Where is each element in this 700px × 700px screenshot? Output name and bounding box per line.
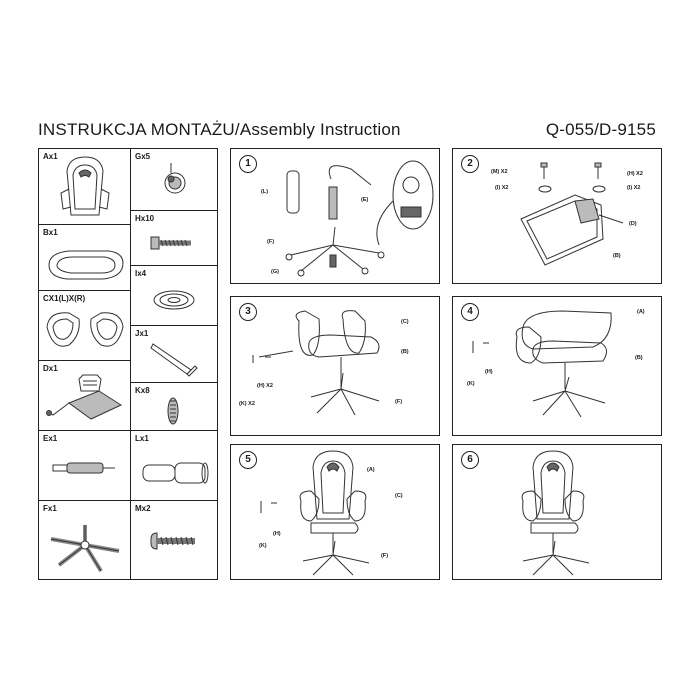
part-d: [39, 361, 131, 431]
part-label: Hx10: [135, 214, 155, 223]
part-label: Gx5: [135, 152, 151, 161]
callout-f: (F): [267, 239, 275, 245]
part-f: [39, 501, 131, 579]
step-number: 1: [239, 155, 257, 173]
step-2-panel: [452, 148, 662, 284]
cover-icon: [131, 431, 217, 501]
bolt-icon: [131, 211, 217, 266]
callout-b: (B): [401, 349, 409, 355]
part-label: Kx8: [135, 386, 150, 395]
step-6-diagram: [453, 445, 663, 581]
callout-l: (L): [261, 189, 269, 195]
callout-g: (G): [271, 269, 279, 275]
step-5-diagram: [231, 445, 441, 581]
step-3-panel: [230, 296, 440, 436]
part-label: Jx1: [135, 329, 149, 338]
callout-a: (A): [367, 467, 375, 473]
parts-list: [38, 148, 218, 580]
part-label: Lx1: [135, 434, 149, 443]
part-label: Dx1: [43, 364, 58, 373]
model-number: Q-055/D-9155: [545, 120, 656, 139]
callout-f: (F): [395, 399, 403, 405]
part-label: Mx2: [135, 504, 151, 513]
part-l: [131, 431, 217, 501]
callout-f: (F): [381, 553, 389, 559]
washer-icon: [131, 266, 217, 326]
part-a: [39, 149, 131, 225]
step-4-panel: [452, 296, 662, 436]
callout-c: (C): [401, 319, 409, 325]
callout-h: (H) X2: [627, 171, 643, 177]
part-m: [131, 501, 217, 579]
step-4-diagram: [453, 297, 663, 437]
part-i: [131, 266, 217, 326]
step-5-panel: [230, 444, 440, 580]
callout-h: (H): [273, 531, 281, 537]
step-2-diagram: [453, 149, 663, 285]
callout-c: (C): [395, 493, 403, 499]
part-label: Ex1: [43, 434, 58, 443]
step-number: 6: [461, 451, 479, 469]
step-1-panel: [230, 148, 440, 284]
allen-key-icon: [131, 326, 217, 383]
callout-m: (M) X2: [491, 169, 508, 175]
part-j: [131, 326, 217, 383]
seat-icon: [39, 225, 131, 291]
part-label: CX1(L)X(R): [43, 294, 86, 303]
callout-e: (E): [361, 197, 369, 203]
part-label: Ax1: [43, 152, 58, 161]
callout-d: (D): [629, 221, 637, 227]
part-b: [39, 225, 131, 291]
callout-k: (K): [467, 381, 475, 387]
callout-h: (H) X2: [257, 383, 273, 389]
step-number: 4: [461, 303, 479, 321]
part-label: Fx1: [43, 504, 57, 513]
mechanism-icon: [39, 361, 131, 431]
callout-i-left: (I) X2: [495, 185, 509, 191]
callout-b: (B): [635, 355, 643, 361]
armrest-icon: [39, 291, 131, 361]
part-h: [131, 211, 217, 266]
part-c: [39, 291, 131, 361]
callout-k: (K) X2: [239, 401, 255, 407]
part-g: [131, 149, 217, 211]
callout-k: (K): [259, 543, 267, 549]
step-number: 3: [239, 303, 257, 321]
step-6-panel: [452, 444, 662, 580]
part-label: Ix4: [135, 269, 147, 278]
callout-b: (B): [613, 253, 621, 259]
caster-icon: [131, 149, 217, 211]
step-3-diagram: [231, 297, 441, 437]
gas-lift-icon: [39, 431, 131, 501]
step-1-diagram: [231, 149, 441, 285]
backrest-icon: [39, 149, 131, 225]
step-number: 2: [461, 155, 479, 173]
step-number: 5: [239, 451, 257, 469]
spring-washer-icon: [131, 383, 217, 431]
callout-a: (A): [637, 309, 645, 315]
part-e: [39, 431, 131, 501]
callout-h: (H): [485, 369, 493, 375]
base-icon: [39, 501, 131, 579]
part-label: Bx1: [43, 228, 58, 237]
document-title: INSTRUKCJA MONTAŻU/Assembly Instruction: [38, 120, 401, 139]
callout-i-right: (I) X2: [627, 185, 641, 191]
screw-icon: [131, 501, 217, 579]
part-k: [131, 383, 217, 431]
